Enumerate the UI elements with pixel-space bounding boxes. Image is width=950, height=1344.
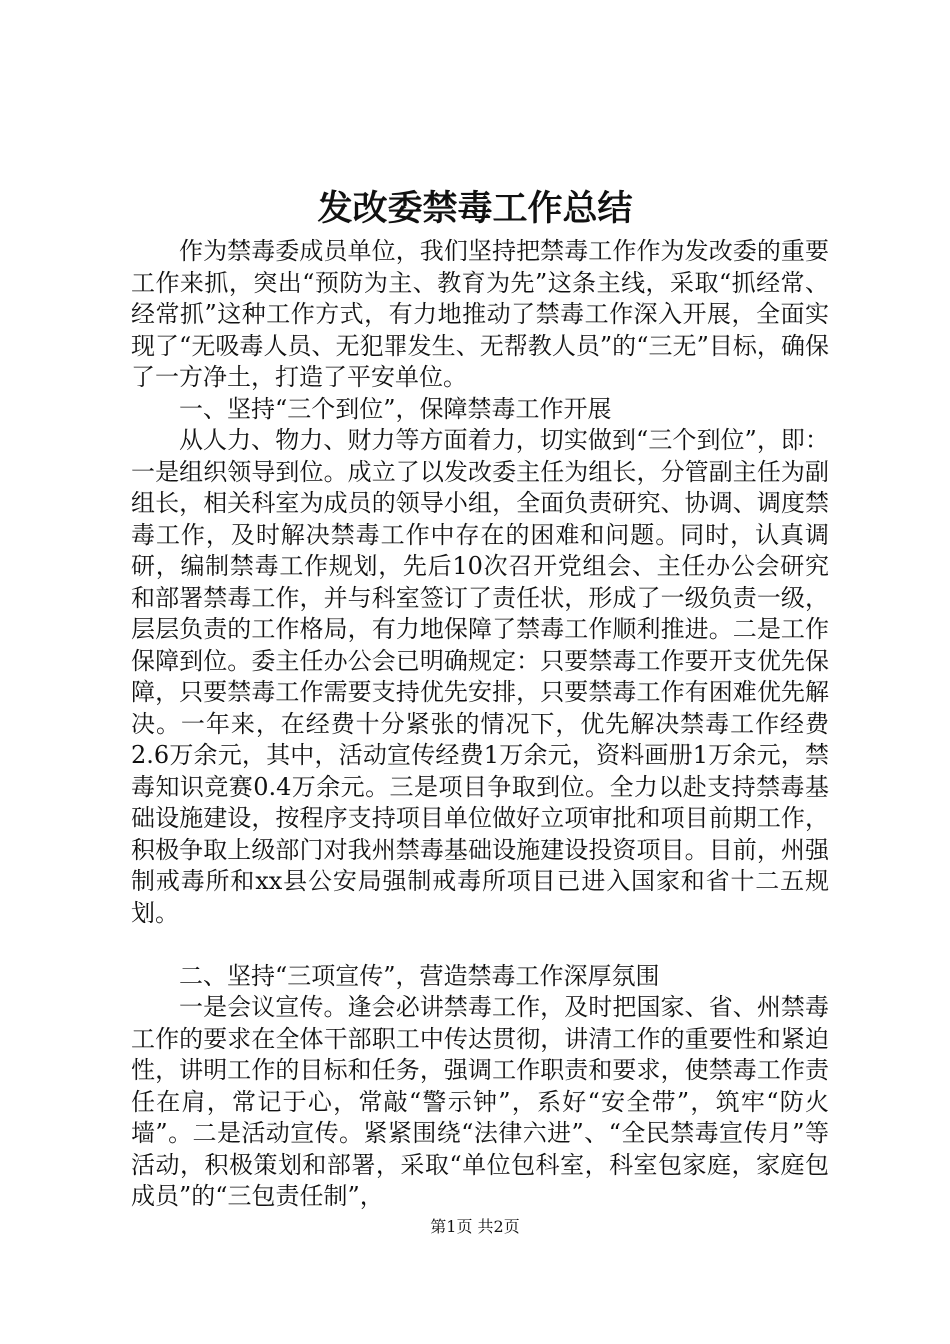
page-footer: 第1页 共2页 <box>430 1217 520 1236</box>
document-body <box>131 236 829 1213</box>
section-heading-1: 一、坚持“三个到位”，保障禁毒工作开展 <box>179 394 612 423</box>
document-title: 发改委禁毒工作总结 <box>317 188 633 229</box>
section-1-paragraph: 从人力、物力、财力等方面着力，切实做到“三个到位”，即：一是组织领导到位。成立了以发改委主任为组长，分管副主任为副组长，相关科室为成员的领导小组，全面负责研究、协调、调度禁毒工作，及时解决禁毒工作中存在的困难和问题。同时，认真调研，编制禁毒工作规划，先后10次召开党组会、主任办公会研究和部署禁毒工作，并与科室签订了责任状，形成了一级负责一级，层层负责的工作格局，有力地保障了禁毒工作顺利推进。二是工作保障到位。委主任办公会已明确规定：只要禁毒工作要开支优先保障，只要禁毒工作需要支持优先安排，只要禁毒工作有困难优先解决。一年来，在经费十分紧张的情况下，优先解决禁毒工作经费2.6万余元，其中，活动宣传经费1万余元，资料画册1万余元，禁毒知识竞赛0.4万余元。三是项目争取到位。全力以赴支持禁毒基础设施建设，按程序支持项目单位做好立项审批和项目前期工作，积极争取上级部门对我州禁毒基础设施建设投资项目。目前，州强制戒毒所和xx县公安局强制戒毒所项目已进入国家和省十二五规划。 <box>131 426 829 927</box>
paragraph-spacer <box>131 929 829 961</box>
section-heading-2: 二、坚持“三项宣传”，营造禁毒工作深厚氛围 <box>179 961 660 990</box>
intro-paragraph: 作为禁毒委成员单位，我们坚持把禁毒工作作为发改委的重要工作来抓，突出“预防为主、教育为先”这条主线，采取“抓经常、经常抓”这种工作方式，有力地推动了禁毒工作深入开展，全面实现了“无吸毒人员、无犯罪发生、无帮教人员”的“三无”目标，确保了一方净土，打造了平安单位。 <box>131 237 829 391</box>
section-2-paragraph: 一是会议宣传。逢会必讲禁毒工作，及时把国家、省、州禁毒工作的要求在全体干部职工中传达贯彻，讲清工作的重要性和紧迫性，讲明工作的目标和任务，强调工作职责和要求，使禁毒工作责任在肩，常记于心，常敲“警示钟”，系好“安全带”，筑牢“防火墙”。二是活动宣传。紧紧围绕“法律六进”、“全民禁毒宣传月”等活动，积极策划和部署，采取“单位包科室，科室包家庭，家庭包成员”的“三包责任制”， <box>131 993 829 1210</box>
